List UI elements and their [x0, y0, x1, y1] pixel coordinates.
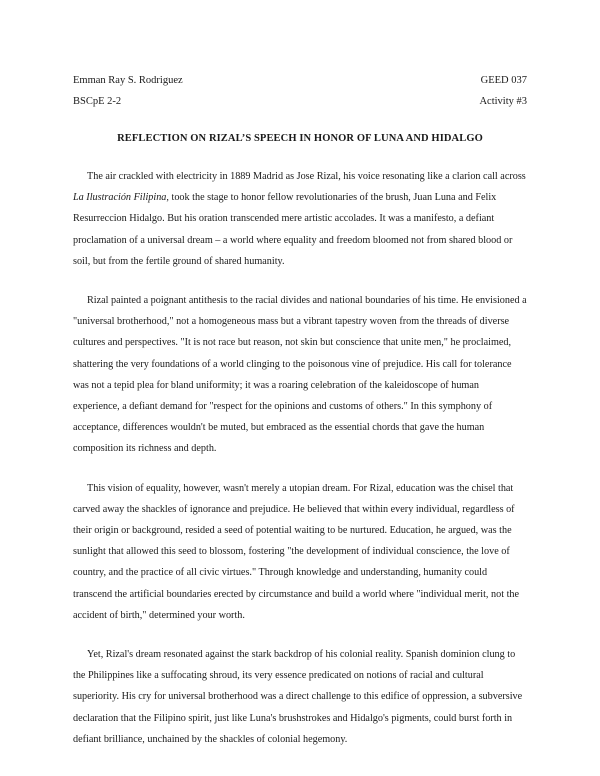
- section-name: BSCpE 2-2: [73, 96, 122, 107]
- header-row-2: [73, 91, 527, 112]
- document-title: REFLECTION ON RIZAL’S SPEECH IN HONOR OF LUNA AND HIDALGO: [117, 133, 483, 144]
- paragraph-1: [73, 166, 527, 272]
- header-row-1: [73, 70, 527, 91]
- paragraph-1-after: , took the stage to honor fellow revolutionaries of the brush, Juan Luna and Felix Resurreccion Hidalgo. But his oration transcended mere artistic accolades. It was a manifesto, a defiant proclamation of a universal dream – a world where equality and freedom bloomed not from shared blood or soil, but from the fertile ground of shared humanity.: [73, 192, 513, 267]
- paragraph-1-publication-title: La Ilustración Filipina: [73, 192, 167, 204]
- paragraph-2: Rizal painted a poignant antithesis to the racial divides and national boundaries of his time. He envisioned a "universal brotherhood," not a homogeneous mass but a vibrant tapestry woven from the threads of diverse cultures and perspectives. "It is not race but reason, not skin but conscience that unite men," he proclaimed, shattering the very foundations of a world clinging to the poisonous vine of prejudice. His call for tolerance was not a tepid plea for bland uniformity; it was a roaring celebration of the kaleidoscope of human experience, a defiant demand for "respect for the opinions and customs of others." In this symphony of acceptance, differences wouldn't be muted, but embraced as the essential chords that gave the human composition its richness and depth.: [73, 295, 527, 455]
- paragraph-4: Yet, Rizal's dream resonated against the stark backdrop of his colonial reality. Spanish dominion clung to the Philippines like a suffocating shroud, its very essence predicated on notions of racial and cultural superiority. His cry for universal brotherhood was a direct challenge to this edifice of oppression, a subversive declaration that the Filipino spirit, just like Luna's brushstrokes and Hidalgo's pigments, could burst forth in defiant brilliance, unchained by the shackles of colonial hegemony.: [73, 649, 523, 745]
- course-code: GEED 037: [480, 75, 527, 86]
- paragraph-1-before: The air crackled with electricity in 1889 Madrid as Jose Rizal, his voice resonating like a clarion call across: [87, 171, 526, 182]
- author-name: Emman Ray S. Rodriguez: [73, 75, 183, 86]
- paragraph-3: This vision of equality, however, wasn't merely a utopian dream. For Rizal, education was the chisel that carved away the shackles of ignorance and prejudice. He believed that within every individual, regardless of their origin or background, resided a seed of potential waiting to be nurtured. Education, he argued, was the sunlight that allowed this seed to blossom, fostering "the development of individual conscience, the love of country, and the practice of all civic virtues." Through knowledge and understanding, humanity could transcend the artificial boundaries erected by circumstance and build a world where "individual merit, not the accident of birth," determined your worth.: [73, 482, 520, 621]
- activity-label: Activity #3: [479, 96, 527, 107]
